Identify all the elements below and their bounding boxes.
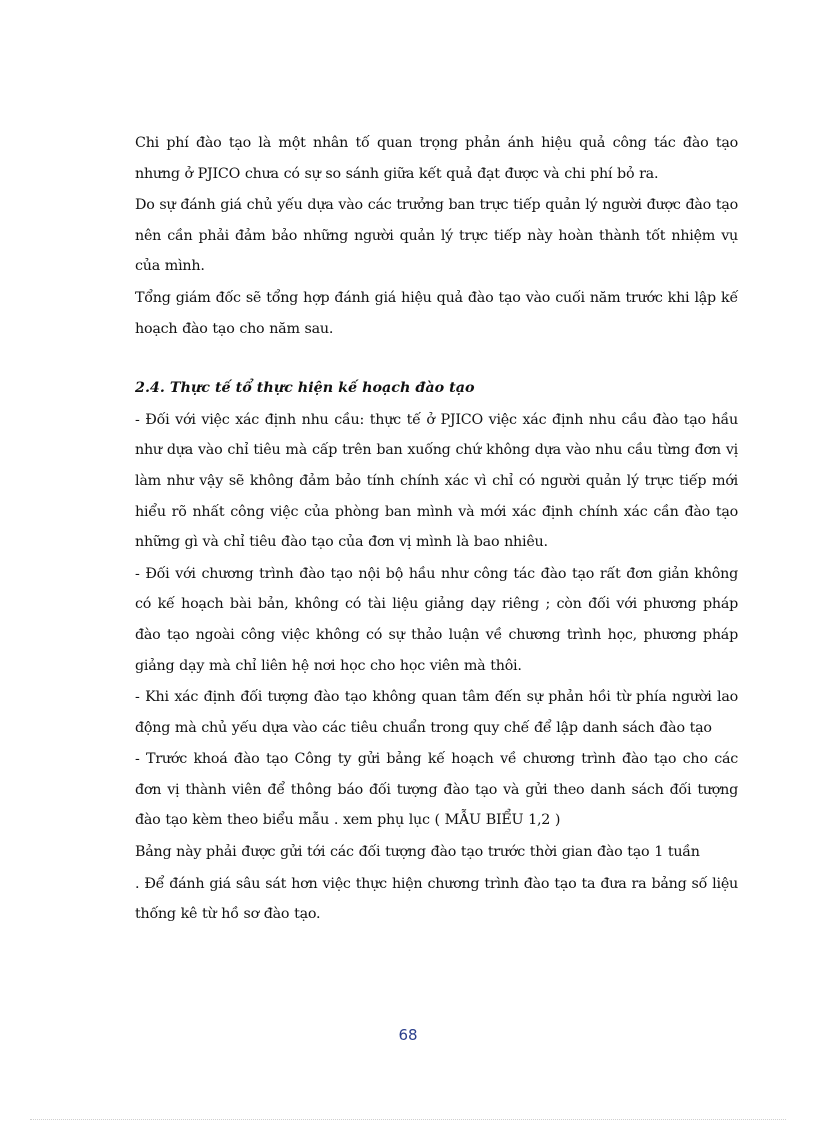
page-content	[135, 128, 738, 931]
paragraph-needs-identification: - Đối với việc xác định nhu cầu: thực tế ở PJICO việc xác định nhu cầu đào tạo hầu như dựa vào chỉ tiêu mà cấp trên ban xuống chứ không dựa vào nhu cầu từng đơn vị làm như vậy sẽ không đảm bảo tính chính xác vì chỉ có người quản lý trực tiếp mới hiểu rõ nhất công việc của phòng ban mình và mới xác định chính xác cần đào tạo những gì và chỉ tiêu đào tạo của đơn vị mình là bao nhiêu.	[135, 411, 738, 551]
paragraph-internal-program: - Đối với chương trình đào tạo nội bộ hầu như công tác đào tạo rất đơn giản không có kế hoạch bài bản, không có tài liệu giảng dạy riêng ; còn đối với phương pháp đào tạo ngoài công việc không có sự thảo luận về chương trình học, phương pháp giảng dạy mà chỉ liên hệ nơi học cho học viên mà thôi.	[135, 565, 738, 674]
paragraph-trainee-selection: - Khi xác định đối tượng đào tạo không quan tâm đến sự phản hồi từ phía người lao động mà chủ yếu dựa vào các tiêu chuẩn trong quy chế để lập danh sách đào tạo	[135, 689, 738, 736]
section-heading: 2.4. Thực tế tổ thực hiện kế hoạch đào tạo	[135, 380, 475, 397]
paragraph-director-summary: Tổng giám đốc sẽ tổng hợp đánh giá hiệu quả đào tạo vào cuối năm trước khi lập kế hoạch đào tạo cho năm sau.	[135, 289, 738, 337]
page-bottom-rule	[30, 1119, 786, 1120]
paragraph-plan-distribution: - Trước khoá đào tạo Công ty gửi bảng kế hoạch về chương trình đào tạo cho các đơn vị thành viên để thông báo đối tượng đào tạo và gửi theo danh sách đối tượng đào tạo kèm theo biểu mẫu . xem phụ lục ( MẪU BIỂU 1,2 )	[135, 751, 738, 829]
paragraph-statistics-intro: . Để đánh giá sâu sát hơn việc thực hiện chương trình đào tạo ta đưa ra bảng số liệu thống kê từ hồ sơ đào tạo.	[135, 875, 738, 923]
paragraph-training-cost: Chi phí đào tạo là một nhân tố quan trọng phản ánh hiệu quả công tác đào tạo nhưng ở PJICO chưa có sự so sánh giữa kết quả đạt được và chi phí bỏ ra.	[135, 135, 738, 182]
paragraph-evaluation-managers: Do sự đánh giá chủ yếu dựa vào các trưởng ban trực tiếp quản lý người được đào tạo nên cần phải đảm bảo những người quản lý trực tiếp này hoàn thành tốt nhiệm vụ của mình.	[135, 197, 738, 275]
page-number: 68	[398, 1026, 418, 1044]
paragraph-send-deadline: Bảng này phải được gửi tới các đối tượng đào tạo trước thời gian đào tạo 1 tuần	[135, 844, 700, 861]
